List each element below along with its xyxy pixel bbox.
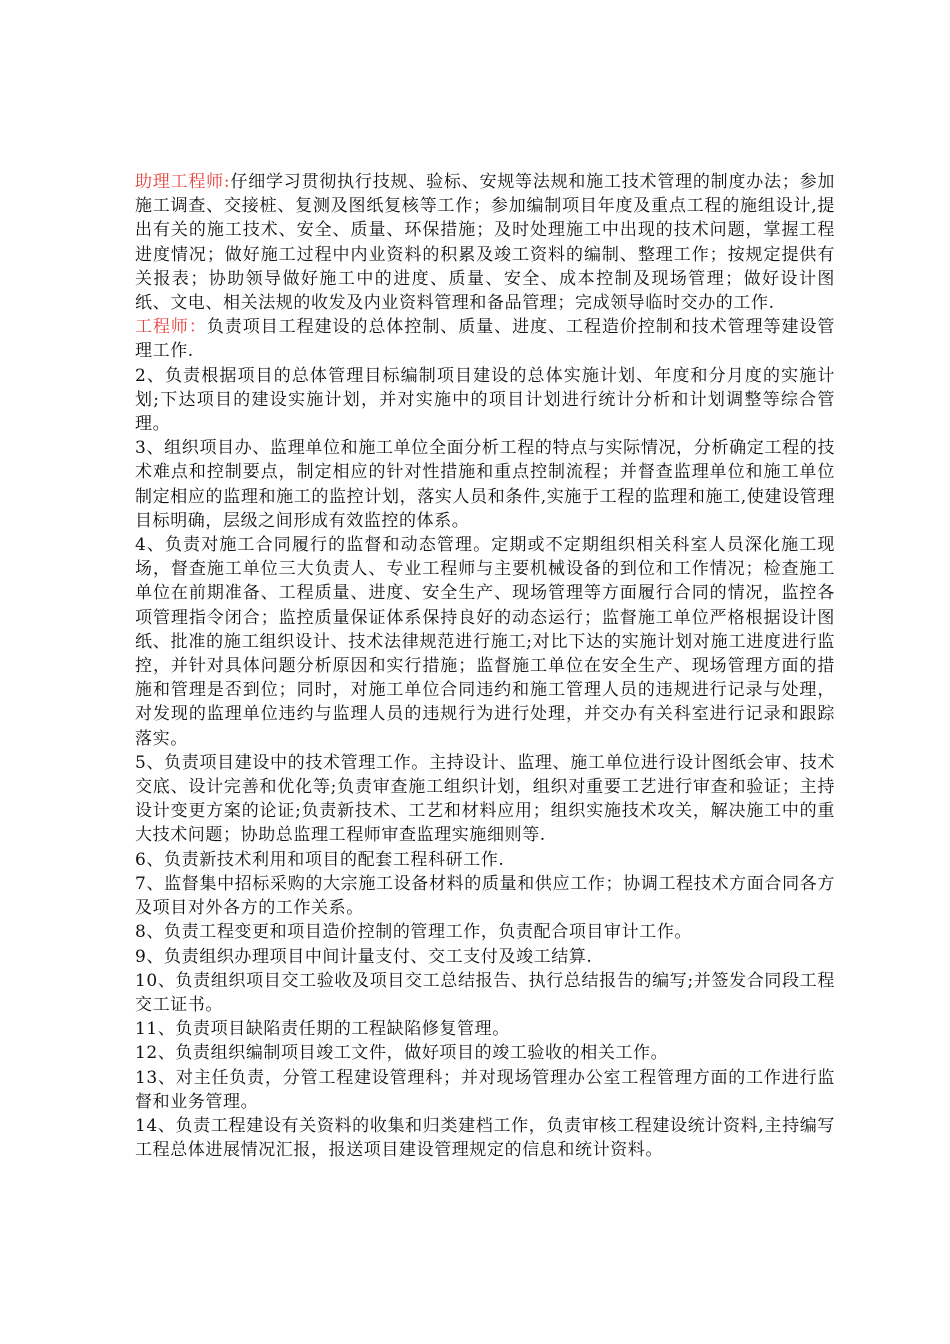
paragraph-text: 仔细学习贯彻执行技规、验标、安规等法规和施工技术管理的制度办法；参加施工调查、交接桩、复测及图纸复核等工作；参加编制项目年度及重点工程的施组设计,提出有关的施工技术、安全、质量、环保措施；及时处理施工中出现的技术问题，掌握工程进度情况；做好施工过程中内业资料的积累及竣工资料的编制、整理工作；按规定提供有关报表；协助领导做好施工中的进度、质量、安全、成本控制及现场管理；做好设计图纸、文电、相关法规的收发及内业资料管理和备品管理；完成领导临时交办的工作.: [135, 172, 835, 314]
paragraph-engineer: [135, 315, 835, 363]
paragraph-text: 负责项目工程建设的总体控制、质量、进度、工程造价控制和技术管理等建设管理工作.: [135, 317, 836, 362]
paragraph-item-7: 7、监督集中招标采购的大宗施工设备材料的质量和供应工作；协调工程技术方面合同各方及项目对外各方的工作关系。: [135, 873, 835, 919]
paragraph-item-4: 4、负责对施工合同履行的监督和动态管理。定期或不定期组织相关科室人员深化施工现场，督查施工单位三大负责人、专业工程师与主要机械设备的到位和工作情况；检查施工单位在前期准备、工程质量、进度、安全生产、现场管理等方面履行合同的情况，监控各项管理指令闭合；监控质量保证体系保持良好的动态运行；监督施工单位严格根据设计图纸、批准的施工组织设计、技术法律规范进行施工;对比下达的实施计划对施工进度进行监控，并针对具体问题分析原因和实行措施；监督施工单位在安全生产、现场管理方面的措施和管理是否到位；同时，对施工单位合同违约和施工管理人员的违规进行记录与处理，对发现的监理单位违约与监理人员的违规行为进行处理，并交办有关科室进行记录和跟踪落实。: [135, 535, 835, 749]
paragraph-item-12: 12、负责组织编制项目竣工文件，做好项目的竣工验收的相关工作。: [135, 1043, 669, 1064]
paragraph-item-8: 8、负责工程变更和项目造价控制的管理工作，负责配合项目审计工作。: [135, 922, 693, 943]
paragraph-assistant-engineer: [135, 170, 835, 315]
role-heading-assistant-engineer: 助理工程师:: [135, 172, 231, 192]
paragraph-item-3: 3、组织项目办、监理单位和施工单位全面分析工程的特点与实际情况，分析确定工程的技术难点和控制要点，制定相应的针对性措施和重点控制流程；并督查监理单位和施工单位制定相应的监理和施工的监控计划，落实人员和条件,实施于工程的监理和施工,使建设管理目标明确，层级之间形成有效监控的体系。: [135, 438, 835, 531]
document-body: [135, 170, 835, 1162]
paragraph-item-2: 2、负责根据项目的总体管理目标编制项目建设的总体实施计划、年度和分月度的实施计划;下达项目的建设实施计划，并对实施中的项目计划进行统计分析和计划调整等综合管理。: [135, 365, 835, 435]
paragraph-item-13: 13、对主任负责，分管工程建设管理科；并对现场管理办公室工程管理方面的工作进行监督和业务管理。: [135, 1067, 835, 1112]
paragraph-item-10: 10、负责组织项目交工验收及项目交工总结报告、执行总结报告的编写;并签发合同段工程交工证书。: [135, 970, 835, 1015]
paragraph-item-14: 14、负责工程建设有关资料的收集和归类建档工作，负责审核工程建设统计资料,主持编写工程总体进展情况汇报，报送项目建设管理规定的信息和统计资料。: [135, 1115, 835, 1161]
paragraph-item-6: 6、负责新技术利用和项目的配套工程科研工作.: [135, 849, 505, 870]
role-heading-engineer: 工程师：: [135, 317, 207, 338]
paragraph-item-5: 5、负责项目建设中的技术管理工作。主持设计、监理、施工单位进行设计图纸会审、技术交底、设计完善和优化等;负责审查施工组织计划，组织对重要工艺进行审查和验证；主持设计变更方案的论证;负责新技术、工艺和材料应用；组织实施技术攻关，解决施工中的重大技术问题；协助总监理工程师审查监理实施细则等.: [135, 752, 835, 846]
paragraph-item-11: 11、负责项目缺陷责任期的工程缺陷修复管理。: [135, 1019, 510, 1040]
paragraph-item-9: 9、负责组织办理项目中间计量支付、交工支付及竣工结算.: [135, 946, 593, 967]
